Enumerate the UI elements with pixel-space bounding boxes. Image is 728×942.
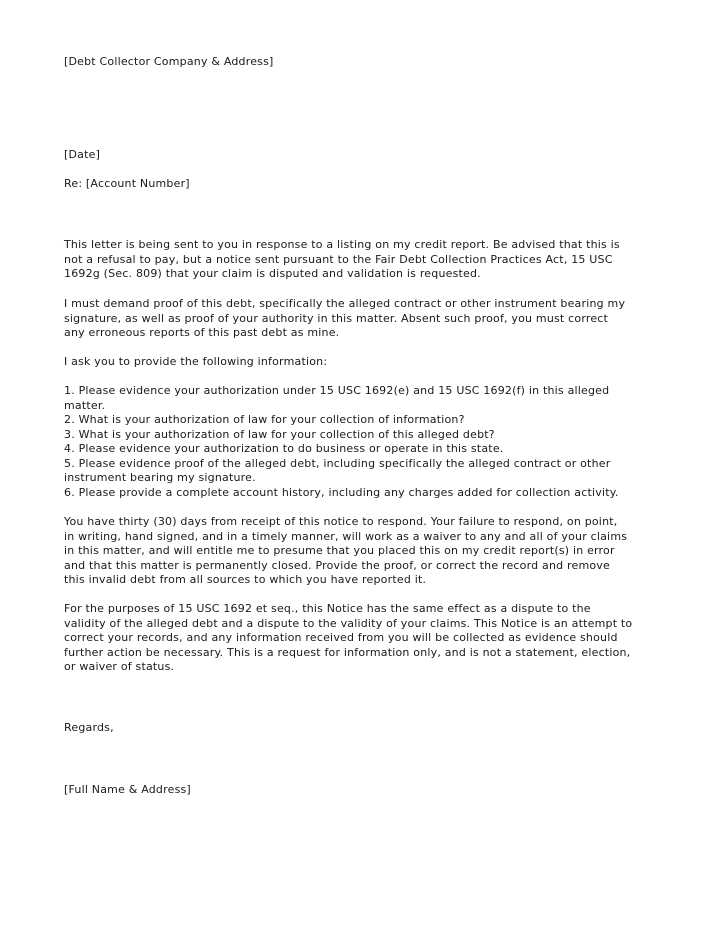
text-line: not a refusal to pay, but a notice sent pursuant to the Fair Debt Collection Practices Act, 15 USC <box>64 252 613 266</box>
text-line: signature, as well as proof of your authority in this matter. Absent such proof, you must correct <box>64 311 609 325</box>
paragraph-request: I ask you to provide the following information: <box>64 355 328 368</box>
paragraph-purpose <box>64 602 664 675</box>
company-address: [Debt Collector Company & Address] <box>64 55 274 68</box>
list-item: 3. What is your authorization of law for your collection of this alleged debt? <box>64 427 495 441</box>
list-item: 4. Please evidence your authorization to do business or operate in this state. <box>64 442 504 455</box>
list-item: instrument bearing my signature. <box>64 471 256 484</box>
paragraph-deadline <box>64 515 664 588</box>
paragraph-intro <box>64 238 664 282</box>
text-line: For the purposes of 15 USC 1692 et seq., this Notice has the same effect as a dispute to the <box>64 602 591 615</box>
text-line: This letter is being sent to you in response to a listing on my credit report. Be advised that this is <box>64 238 620 251</box>
text-line: in this matter, and will entitle me to presume that you placed this on my credit report(s) in error <box>64 544 615 557</box>
list-item: 6. Please provide a complete account history, including any charges added for collection activity. <box>64 485 619 499</box>
text-line: this invalid debt from all sources to which you have reported it. <box>64 573 427 586</box>
letter-date: [Date] <box>64 148 101 161</box>
account-reference: Re: [Account Number] <box>64 177 190 190</box>
list-item: 2. What is your authorization of law for your collection of information? <box>64 413 465 426</box>
text-line: and that this matter is permanently closed. Provide the proof, or correct the record and remove <box>64 558 610 572</box>
text-line: You have thirty (30) days from receipt of this notice to respond. Your failure to respond, on point, <box>64 515 618 528</box>
information-list <box>64 384 664 500</box>
text-line: 1692g (Sec. 809) that your claim is disputed and validation is requested. <box>64 267 481 280</box>
list-item: 5. Please evidence proof of the alleged debt, including specifically the alleged contract or other <box>64 456 611 470</box>
signature-block: [Full Name & Address] <box>64 783 191 796</box>
text-line: or waiver of status. <box>64 660 175 673</box>
text-line: I must demand proof of this debt, specifically the alleged contract or other instrument bearing my <box>64 297 626 310</box>
text-line: correct your records, and any information received from you will be collected as evidence should <box>64 631 618 644</box>
list-item: matter. <box>64 398 106 412</box>
text-line: in writing, hand signed, and in a timely manner, will work as a waiver to any and all of your claims <box>64 529 628 543</box>
closing: Regards, <box>64 721 114 734</box>
text-line: further action be necessary. This is a request for information only, and is not a statement, election, <box>64 645 631 659</box>
text-line: any erroneous reports of this past debt as mine. <box>64 326 340 339</box>
text-line: validity of the alleged debt and a dispute to the validity of your claims. This Notice is an attempt to <box>64 616 633 630</box>
paragraph-demand <box>64 297 664 341</box>
list-item: 1. Please evidence your authorization under 15 USC 1692(e) and 15 USC 1692(f) in this alleged <box>64 384 610 397</box>
